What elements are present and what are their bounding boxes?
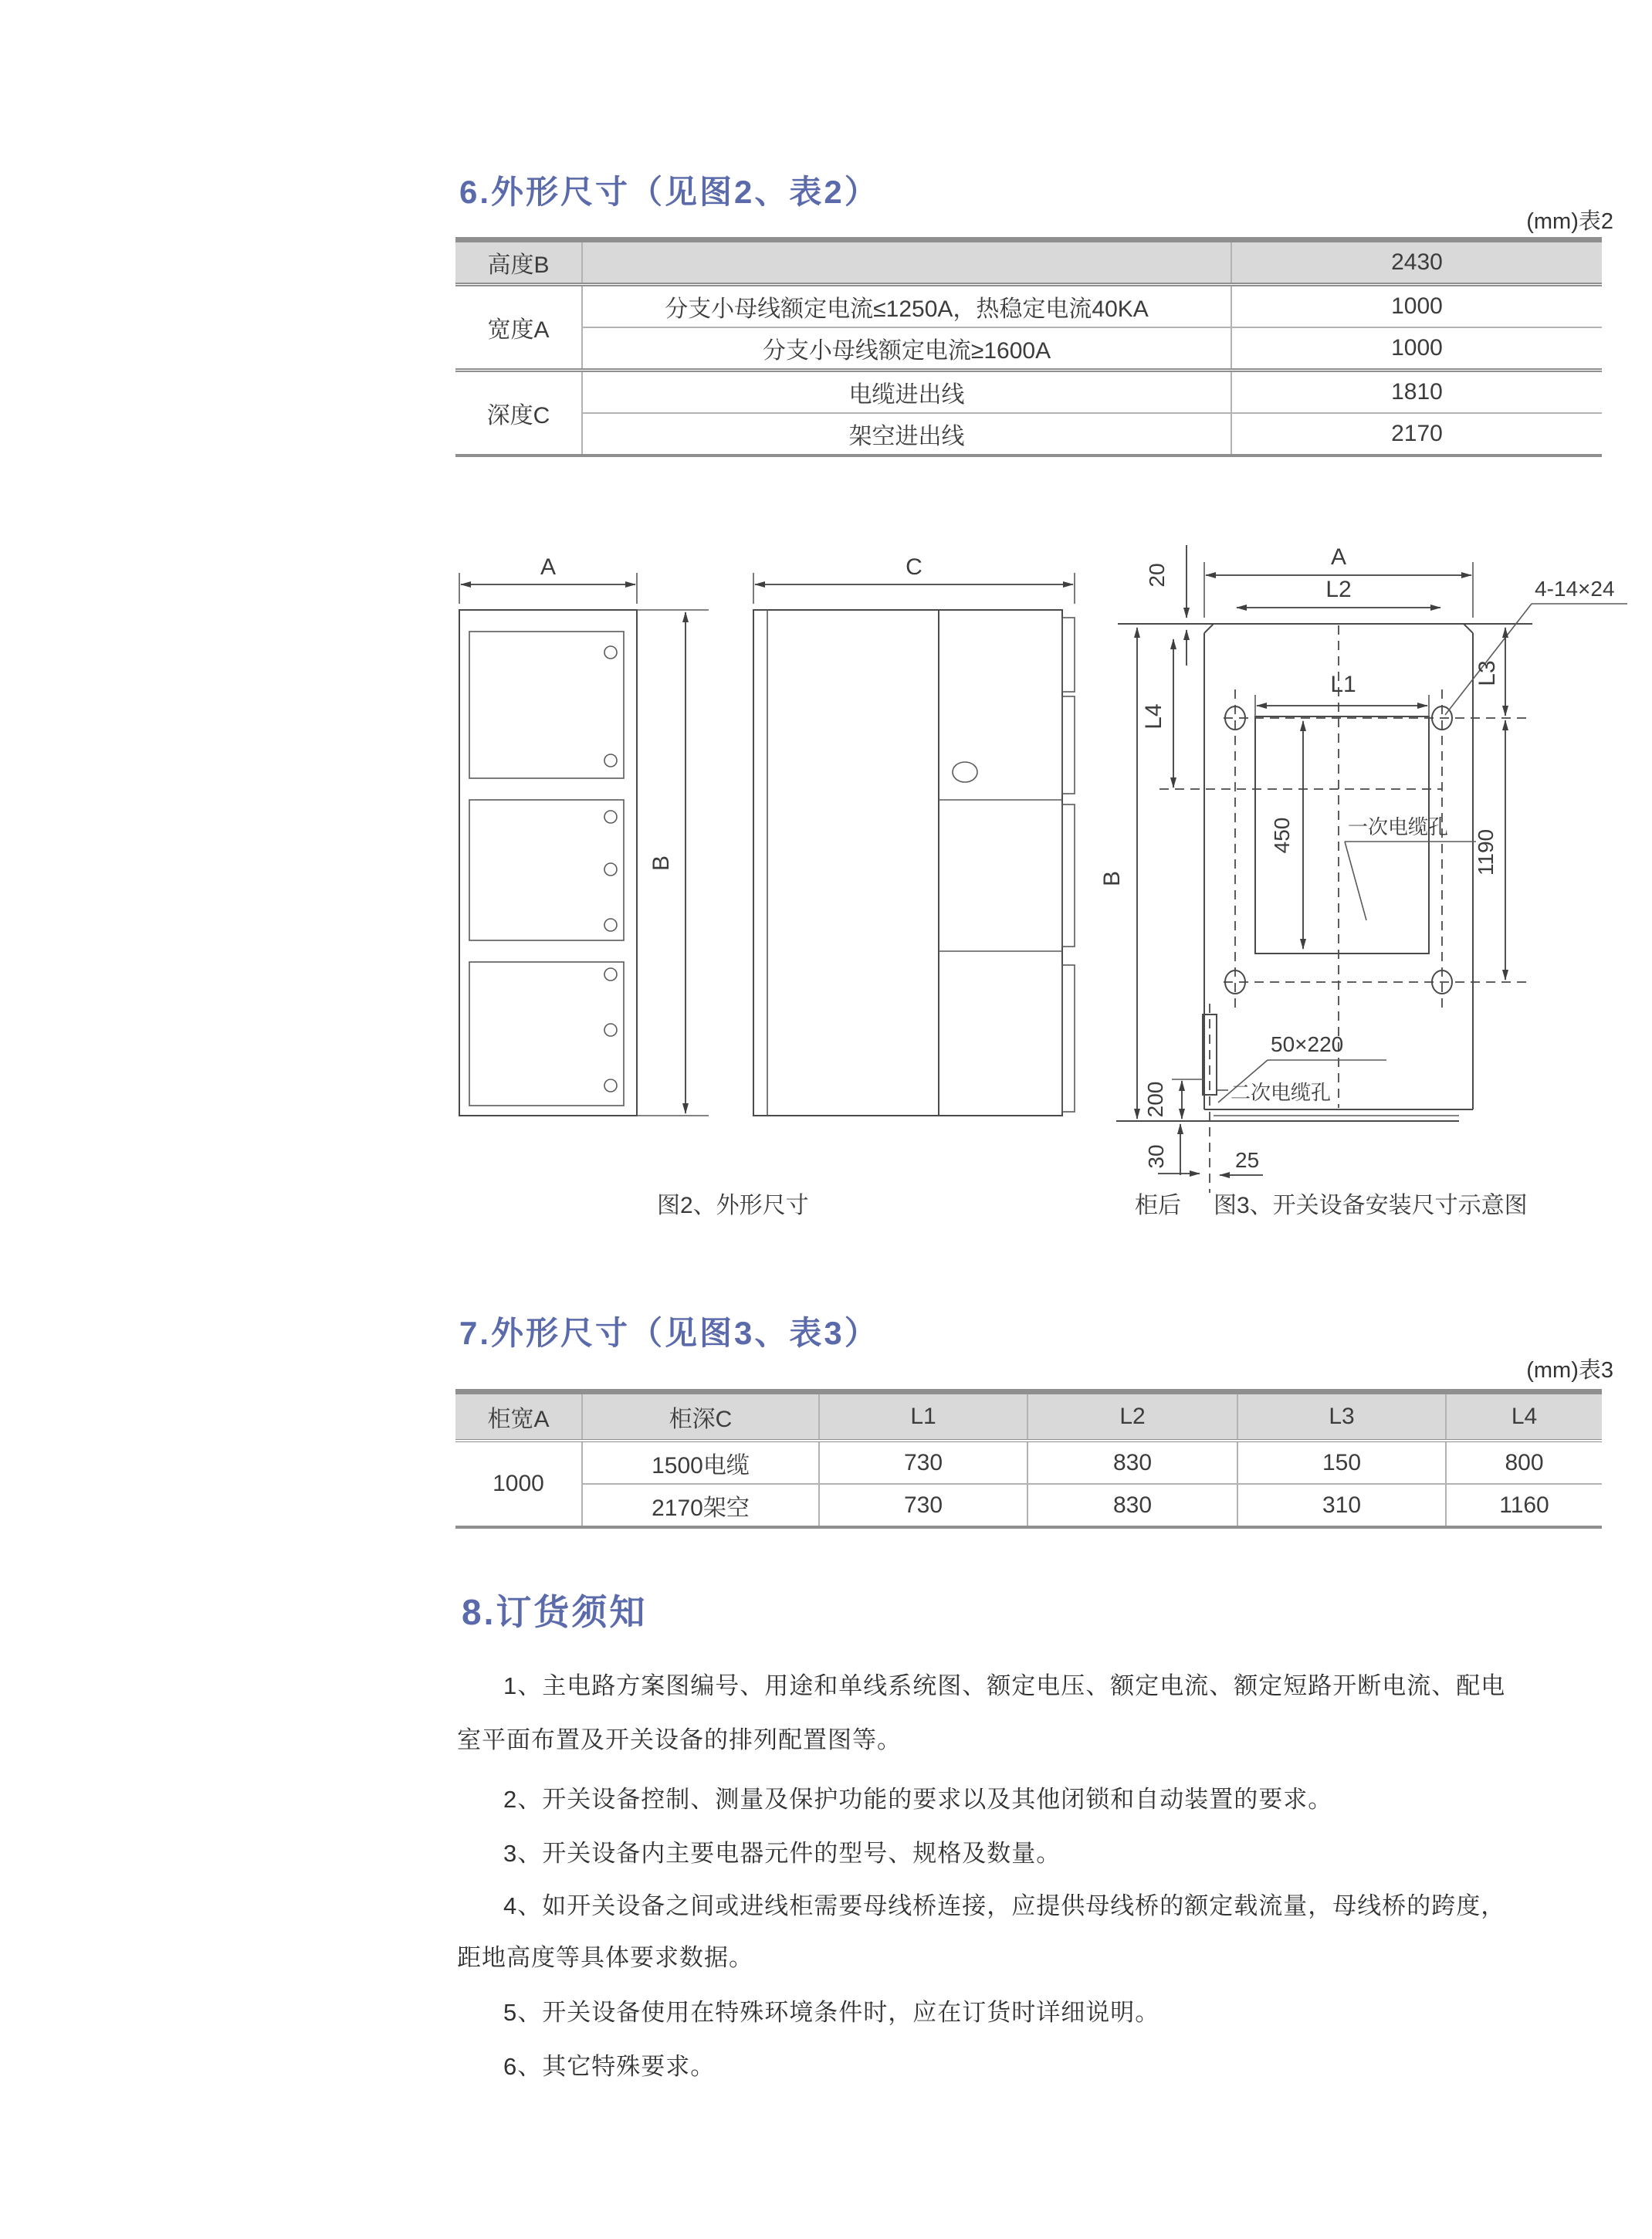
dim-label-200: 200: [1143, 1081, 1167, 1118]
cell-description: [582, 240, 1231, 285]
dim-label-L3: L3: [1474, 660, 1500, 686]
header-L3: L3: [1237, 1392, 1446, 1441]
section7-title: 7.外形尺寸（见图3、表3）: [459, 1315, 879, 1351]
dim-label-L2: L2: [1325, 577, 1352, 602]
header-L1: L1: [819, 1392, 1027, 1441]
ordering-note-line: 4、如开关设备之间或进线柜需要母线桥连接，应提供母线桥的额定载流量，母线桥的跨度，: [503, 1892, 1506, 1919]
dim-label-L4: L4: [1141, 703, 1166, 730]
header-L2: L2: [1027, 1392, 1237, 1441]
fig3-caption-text: 图3、开关设备安装尺寸示意图: [1214, 1193, 1528, 1218]
table2-outline-dimensions: [455, 237, 1602, 457]
dim-label-450: 450: [1270, 817, 1294, 854]
dim-label-25: 25: [1235, 1148, 1260, 1172]
table-row: [455, 413, 1602, 456]
dim-label-1190: 1190: [1474, 828, 1498, 876]
table-row: [455, 1484, 1602, 1527]
technical-drawings: [417, 494, 1637, 1220]
header-cabinet-depth: 柜深C: [582, 1392, 819, 1441]
fig3-caption: [1135, 1186, 1528, 1220]
section8-title: 8.订货须知: [462, 1592, 648, 1632]
cell-L2: 830: [1027, 1441, 1237, 1484]
table-header-row: [455, 1392, 1602, 1441]
primary-cable-hole-label: 一次电缆孔: [1348, 815, 1449, 838]
cell-group-label: 高度B: [455, 240, 582, 285]
secondary-hole-size-label: 50×220: [1271, 1032, 1344, 1056]
cell-description: 架空进出线: [582, 413, 1231, 456]
ordering-note-line: 1、主电路方案图编号、用途和单线系统图、额定电压、额定电流、额定短路开断电流、配电: [503, 1672, 1506, 1699]
cell-L2: 830: [1027, 1484, 1237, 1527]
header-L4: L4: [1446, 1392, 1602, 1441]
cell-value: 1000: [1231, 285, 1602, 328]
cell-width-value: 1000: [455, 1441, 582, 1527]
cell-description: 分支小母线额定电流≤1250A，热稳定电流40KA: [582, 285, 1231, 328]
cell-L1: 730: [819, 1441, 1027, 1484]
cell-L4: 1160: [1446, 1484, 1602, 1527]
fig2-side-view: [753, 554, 1075, 1116]
ordering-note-line: 距地高度等具体要求数据。: [457, 1944, 753, 1971]
ordering-note-line: 3、开关设备内主要电器元件的型号、规格及数量。: [503, 1840, 1061, 1867]
cell-group-label: 宽度A: [455, 285, 582, 371]
table-row: [455, 285, 1602, 328]
table-row: [455, 240, 1602, 285]
table-row: [455, 371, 1602, 414]
cell-description: 分支小母线额定电流≥1600A: [582, 327, 1231, 371]
cell-value: 1000: [1231, 327, 1602, 371]
table-row: [455, 1441, 1602, 1484]
dim-label-B2: B: [1099, 870, 1125, 887]
cell-L3: 150: [1237, 1441, 1446, 1484]
cell-value: 2170: [1231, 413, 1602, 456]
ordering-note-line: 6、其它特殊要求。: [503, 2053, 716, 2080]
secondary-cable-hole-label: 二次电缆孔: [1231, 1081, 1332, 1104]
dim-label-30: 30: [1144, 1144, 1168, 1169]
cell-L1: 730: [819, 1484, 1027, 1527]
dim-label-A2: A: [1330, 544, 1347, 570]
cell-value: 2430: [1231, 240, 1602, 285]
ordering-note-line: 2、开关设备控制、测量及保护功能的要求以及其他闭锁和自动装置的要求。: [503, 1786, 1333, 1813]
cell-L3: 310: [1237, 1484, 1446, 1527]
section6-title: 6.外形尺寸（见图2、表2）: [459, 174, 879, 210]
table-row: [455, 327, 1602, 371]
dim-label-A: A: [540, 554, 557, 580]
cell-value: 1810: [1231, 371, 1602, 414]
dim-label-C: C: [906, 554, 922, 580]
table3-unit-note: (mm)表3: [1526, 1358, 1613, 1383]
table3-install-dimensions: [455, 1389, 1602, 1529]
dim-label-L1: L1: [1330, 672, 1356, 697]
cell-description: 电缆进出线: [582, 371, 1231, 414]
fig3-caption-prefix: 柜后: [1135, 1193, 1181, 1218]
cell-depth: 1500电缆: [582, 1441, 819, 1484]
ordering-note-line: 5、开关设备使用在特殊环境条件时，应在订货时详细说明。: [503, 1999, 1160, 2026]
ordering-note-line: 室平面布置及开关设备的排列配置图等。: [457, 1726, 902, 1753]
dim-label-20: 20: [1145, 563, 1169, 588]
mounting-holes-label: 4-14×24: [1535, 577, 1615, 601]
fig2-caption: 图2、外形尺寸: [657, 1193, 809, 1218]
fig2-front-view: [459, 554, 709, 1116]
header-cabinet-width: 柜宽A: [455, 1392, 582, 1441]
dim-label-B: B: [648, 855, 674, 872]
table2-unit-note: (mm)表2: [1526, 209, 1613, 234]
cell-depth: 2170架空: [582, 1484, 819, 1527]
cell-L4: 800: [1446, 1441, 1602, 1484]
fig3-install-diagram: [1099, 544, 1627, 1193]
cell-group-label: 深度C: [455, 371, 582, 456]
